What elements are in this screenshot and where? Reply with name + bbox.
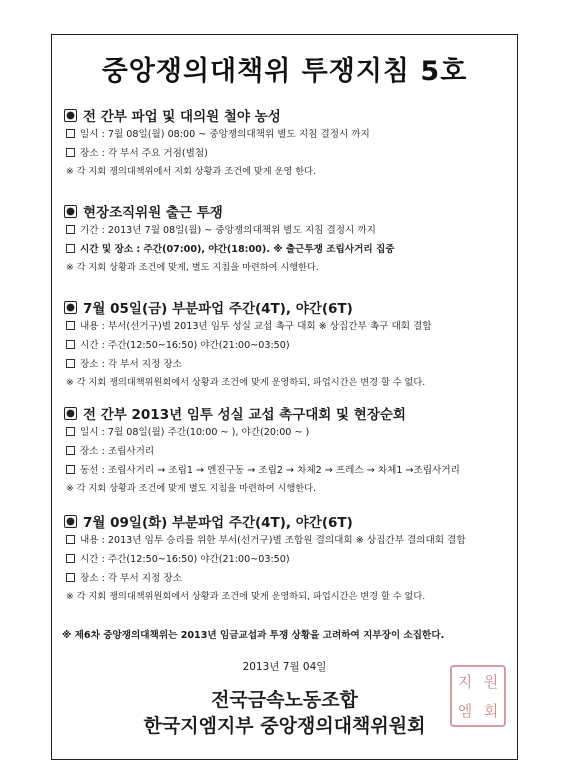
checkbox-icon	[66, 225, 75, 234]
checkbox-icon	[66, 446, 75, 455]
bullet-icon	[64, 205, 77, 218]
checkbox-icon	[66, 129, 75, 138]
checkbox-icon	[66, 573, 75, 582]
section-note: ※ 각 지회 쟁의대책위원회에서 상황과 조건에 맞게 운영하되, 파업시간은 변경 할 수 없다.	[66, 591, 426, 602]
official-seal: 지 원 엠 회	[450, 665, 506, 727]
bullet-icon	[64, 301, 77, 314]
committee-name: 한국지엠지부 중앙쟁의대책위원회	[143, 715, 426, 737]
closing-note: ※ 제6차 중앙쟁의대책위는 2013년 임금교섭과 투쟁 상황을 고려하여 지부장이 소집한다.	[62, 630, 445, 641]
checkbox-icon	[66, 148, 75, 157]
section-2	[64, 201, 509, 276]
section-heading: 7월 05일(금) 부분파업 주간(4T), 야간(6T)	[83, 301, 353, 317]
document-title: 중앙쟁의대책위 투쟁지침 5호	[101, 56, 468, 87]
section-line: 일시 : 7월 08일(월) 주간(10:00 ~ ), 야간(20:00 ~ )	[66, 423, 509, 442]
bullet-icon	[64, 515, 77, 528]
section-line: 장소 : 각 부서 주요 거점(별첨)	[66, 144, 509, 163]
section-line: 장소 : 각 부서 지정 장소	[66, 355, 509, 374]
section-heading: 현장조직위원 출근 투쟁	[83, 205, 223, 221]
section-line: 내용 : 부서(선거구)별 2013년 임투 성실 교섭 촉구 대회 ※ 상집간부 촉구 대회 결합	[66, 317, 509, 336]
section-line: 기간 : 2013년 7월 08일(월) ~ 중앙쟁의대책위 별도 지침 결정시 까지	[66, 221, 509, 240]
section-heading: 전 간부 파업 및 대의원 철야 농성	[83, 109, 281, 125]
section-note: ※ 각 지회 상황과 조건에 맞게, 별도 지침을 마련하여 시행한다.	[66, 262, 319, 273]
checkbox-icon	[66, 465, 75, 474]
section-3	[64, 297, 509, 391]
section-line: 시간 : 주간(12:50~16:50) 야간(21:00~03:50)	[66, 336, 509, 355]
checkbox-icon	[66, 427, 75, 436]
section-5	[64, 511, 509, 605]
section-line: 일시 : 7월 08일(월) 08:00 ~ 중앙쟁의대책위 별도 지침 결정시 까지	[66, 125, 509, 144]
checkbox-icon	[66, 321, 75, 330]
checkbox-icon	[66, 554, 75, 563]
checkbox-icon	[66, 535, 75, 544]
section-line: 시간 : 주간(12:50~16:50) 야간(21:00~03:50)	[66, 550, 509, 569]
section-heading: 전 간부 2013년 임투 성실 교섭 촉구대회 및 현장순회	[83, 407, 406, 423]
section-1	[64, 105, 509, 180]
checkbox-icon	[66, 340, 75, 349]
section-line: 내용 : 2013년 임투 승리를 위한 부서(선거구)별 조합원 결의대회 ※ 상집간부 결의대회 결합	[66, 531, 509, 550]
organization-name: 전국금속노동조합	[211, 689, 358, 711]
section-heading: 7월 09일(화) 부분파업 주간(4T), 야간(6T)	[83, 515, 353, 531]
document-date: 2013년 7월 04일	[242, 661, 327, 673]
bullet-icon	[64, 407, 77, 420]
section-line: 시간 및 장소 : 주간(07:00), 야간(18:00). ※ 출근투쟁 조립사거리 집중	[66, 240, 509, 259]
checkbox-icon	[66, 244, 75, 253]
section-4	[64, 403, 509, 497]
section-line: 장소 : 조립사거리	[66, 442, 509, 461]
section-line: 장소 : 각 부서 지정 장소	[66, 569, 509, 588]
section-note: ※ 각 지회 상황과 조건에 맞게 별도 지침을 마련하여 시행한다.	[66, 483, 316, 494]
section-line: 동선 : 조립사거리 → 조립1 → 엔진구동 → 조립2 → 차체2 → 프레스 → 차체1 →조립사거리	[66, 461, 509, 480]
checkbox-icon	[66, 359, 75, 368]
bullet-icon	[64, 109, 77, 122]
section-note: ※ 각 지회 쟁의대책위에서 지회 상황과 조건에 맞게 운영 한다.	[66, 166, 316, 177]
section-note: ※ 각 지회 쟁의대책위원회에서 상황과 조건에 맞게 운영하되, 파업시간은 변경 할 수 없다.	[66, 377, 426, 388]
document-frame	[51, 34, 518, 760]
